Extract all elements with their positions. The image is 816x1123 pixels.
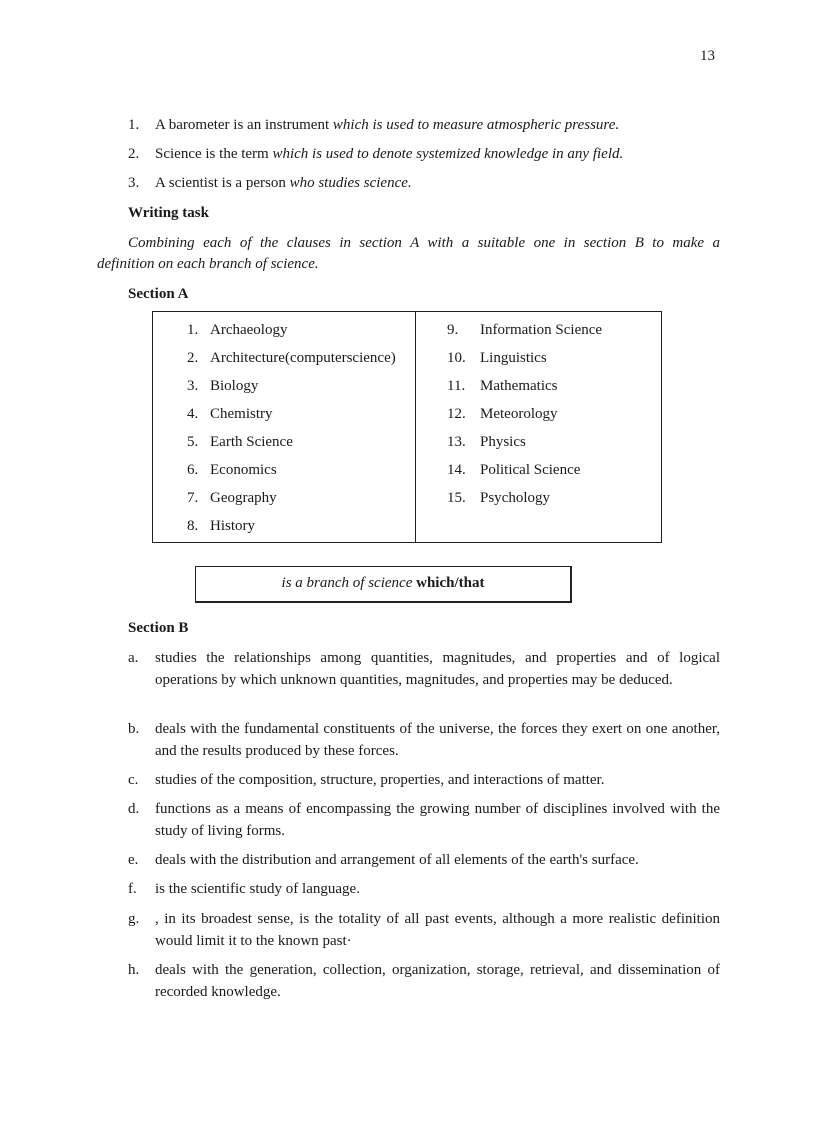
section-a-item: 5. Earth Science — [187, 434, 293, 450]
section-b-item-c — [128, 770, 720, 792]
writing-task-instruction-line2: definition on each branch of science. — [97, 256, 319, 272]
section-a-right-column — [416, 312, 661, 542]
item-label: f. — [128, 881, 137, 897]
item-label: g. — [128, 911, 140, 927]
section-b-item-b — [128, 719, 720, 762]
connector-italic-text: is a branch of science — [281, 575, 413, 591]
section-b-heading: Section B — [128, 620, 189, 636]
section-b-item-a — [128, 648, 720, 691]
section-b-item-d — [128, 799, 720, 842]
item-label: a. — [128, 650, 139, 666]
example-italic-clause: which is used to denote systemized knowledge in any field. — [272, 146, 624, 162]
example-sentence-2 — [128, 146, 623, 163]
example-italic-clause: which is used to measure atmospheric pressure. — [332, 117, 620, 133]
section-a-item: 11. Mathematics — [447, 378, 558, 394]
section-a-item: 15. Psychology — [447, 490, 551, 506]
example-plain-text: A scientist is a person — [155, 175, 290, 191]
page-number: 13 — [700, 48, 715, 64]
example-number: 3. — [128, 175, 140, 191]
example-sentence-1 — [128, 117, 619, 134]
connector-box — [195, 566, 572, 603]
item-text: , in its broadest sense, is the totality of all past events, although a more realistic definition would limit it to the known past· — [155, 911, 720, 949]
section-a-item: 4. Chemistry — [187, 406, 273, 422]
section-a-item: 14. Political Science — [447, 462, 581, 478]
item-label: b. — [128, 721, 140, 737]
item-text: is the scientific study of language. — [155, 881, 360, 897]
example-plain-text: Science is the term — [155, 146, 273, 162]
section-a-item: 2. Architecture(computerscience) — [187, 350, 396, 366]
item-label: e. — [128, 852, 139, 868]
section-b-item-h — [128, 960, 720, 1003]
item-text: deals with the distribution and arrangement of all elements of the earth's surface. — [155, 852, 639, 868]
item-text: functions as a means of encompassing the growing number of disciplines involved with the study of living forms. — [155, 801, 720, 839]
section-b-item-e — [128, 850, 720, 872]
example-sentence-3 — [128, 175, 412, 192]
section-b-item-f — [128, 879, 720, 901]
section-a-table — [152, 311, 662, 543]
item-label: d. — [128, 801, 140, 817]
section-a-item: 9. Information Science — [447, 322, 603, 338]
section-a-item: 3. Biology — [187, 378, 259, 394]
section-a-item: 8. History — [187, 518, 255, 534]
example-number: 1. — [128, 117, 140, 133]
example-italic-clause: who studies science. — [289, 175, 412, 191]
section-a-item: 6. Economics — [187, 462, 277, 478]
section-a-item: 12. Meteorology — [447, 406, 558, 422]
example-number: 2. — [128, 146, 140, 162]
section-a-item: 13. Physics — [447, 434, 526, 450]
section-a-item: 7. Geography — [187, 490, 277, 506]
item-text: deals with the fundamental constituents of the universe, the forces they exert on one another, and the results produced by these forces. — [155, 721, 720, 759]
example-plain-text: A barometer is an instrument — [155, 117, 333, 133]
section-a-item: 10. Linguistics — [447, 350, 547, 366]
writing-task-heading: Writing task — [128, 205, 209, 221]
section-a-heading: Section A — [128, 286, 189, 302]
section-a-left-column — [153, 312, 416, 542]
item-text: studies of the composition, structure, properties, and interactions of matter. — [155, 772, 605, 788]
item-text: studies the relationships among quantities, magnitudes, and properties and of logical operations by which unknown quantities, magnitudes, and properties may be deduced. — [155, 650, 720, 688]
connector-bold-text: which/that — [416, 575, 485, 591]
writing-task-instruction-line1: Combining each of the clauses in section A with a suitable one in section B to make a — [128, 235, 720, 251]
item-label: h. — [128, 962, 140, 978]
section-a-item: 1. Archaeology — [187, 322, 288, 338]
item-text: deals with the generation, collection, organization, storage, retrieval, and dissemination of recorded knowledge. — [155, 962, 720, 1000]
item-label: c. — [128, 772, 139, 788]
section-b-item-g — [128, 909, 720, 952]
